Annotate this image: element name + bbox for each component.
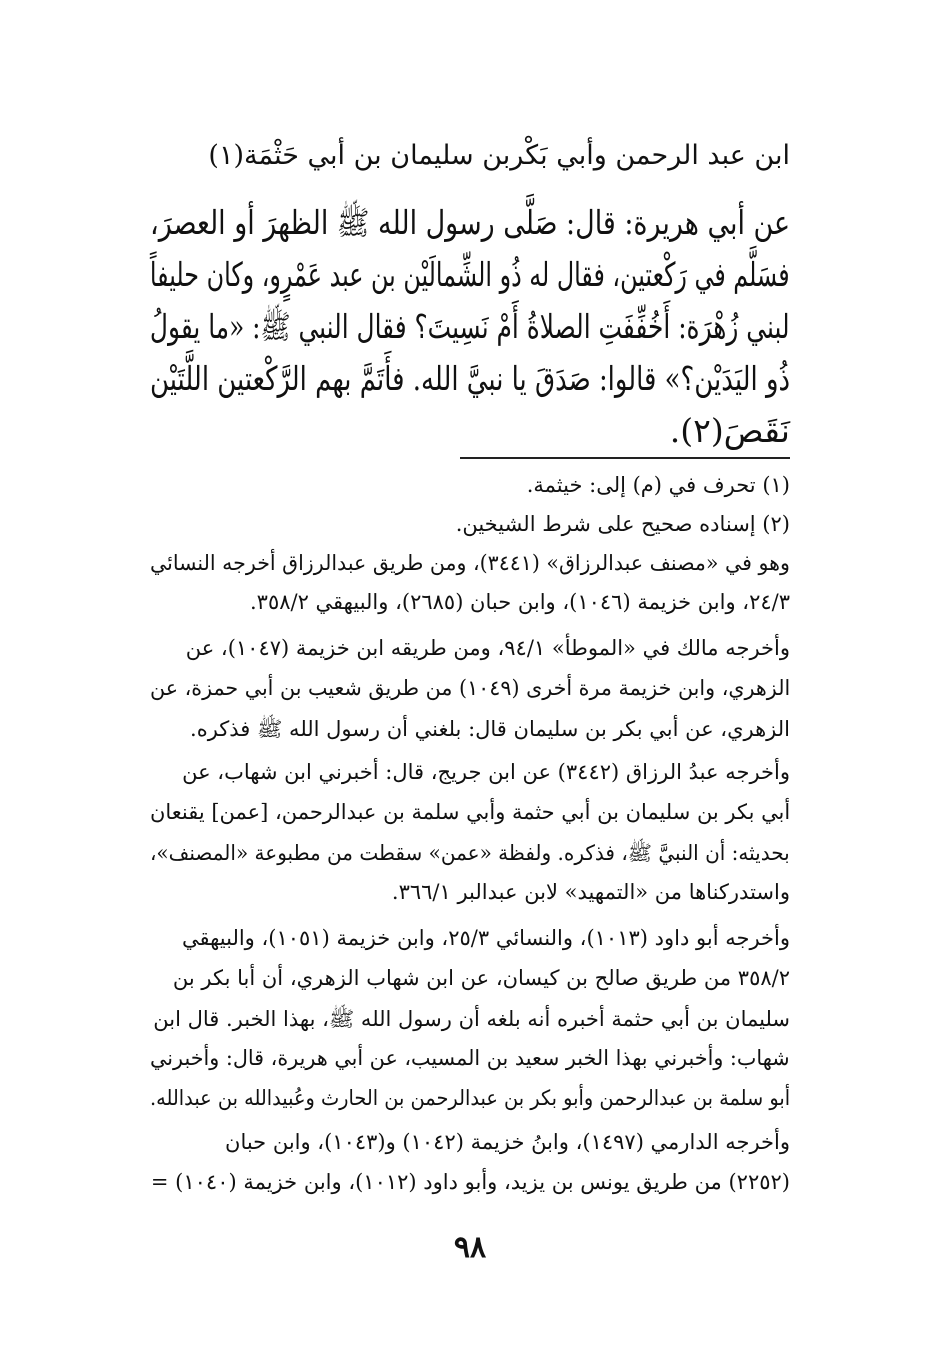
footnote-line: أبو سلمة بن عبدالرحمن وأبو بكر بن عبدالرحمن بن الحارث وعُبيدالله بن عبدالله.	[149, 1086, 790, 1110]
footnote-line: وأخرجه مالك في «الموطأ» ٩٤/١، ومن طريقه ابن خزيمة (١٠٤٧)، عن	[185, 636, 790, 660]
footnote-line: ٣٥٨/٢ من طريق صالح بن كيسان، عن ابن شهاب الزهري، أن أبا بكر بن	[172, 966, 790, 990]
footnote-line: أبي بكر بن سليمان بن أبي حثمة وأبي سلمة بن عبدالرحمن، [عمن] يقنعان	[149, 800, 790, 824]
hadith-text-line: عن أبي هريرة: قال: صَلَّى رسول الله ﷺ الظهرَ أو العصرَ،	[149, 203, 790, 242]
footnote-line: ٢٤/٣، وابن خزيمة (١٠٤٦)، وابن حبان (٢٦٨٥)، والبيهقي ٣٥٨/٢.	[249, 590, 790, 614]
footnote-line: سليمان بن أبي حثمة أخبره أنه بلغه أن رسول الله ﷺ، بهذا الخبر. قال ابن	[153, 1007, 790, 1031]
hadith-text-line: نَقَصَ(٢).	[669, 411, 790, 450]
footnote-line: الزهري، وابن خزيمة مرة أخرى (١٠٤٩) من طريق شعيب بن أبي حمزة، عن	[149, 676, 790, 700]
footnote-line: وأخرجه عبدُ الرزاق (٣٤٤٢) عن ابن جريج، قال: أخبرني ابن شهاب، عن	[182, 760, 790, 784]
footnote-line: وأخرجه أبو داود (١٠١٣)، والنسائي ٢٥/٣، وابن خزيمة (١٠٥١)، والبيهقي	[181, 926, 790, 950]
footnote-line: وهو في «مصنف عبدالرزاق» (٣٤٤١)، ومن طريق عبدالرزاق أخرجه النسائي	[150, 551, 790, 575]
footnote-line: الزهري، عن أبي بكر بن سليمان قال: بلغني أن رسول الله ﷺ فذكره.	[190, 717, 790, 741]
footnote-line: شهاب: وأخبرني بهذا الخبر سعيد بن المسيب، عن أبي هريرة، قال: وأخبرني	[150, 1046, 790, 1070]
hadith-text-line: لبني زُهْرَة: أَخُفِّفَتِ الصلاةُ أَمْ نَسِيتَ؟ فقال النبي ﷺ: «ما يقولُ	[150, 307, 790, 346]
hadith-text-line: فسَلَّم في رَكْعتين، فقال له ذُو الشِّمالَيْن بن عبد عَمْرٍو، وكان حليفاً	[150, 255, 790, 294]
footnote-line: (٢) إسناده صحيح على شرط الشيخين.	[455, 512, 790, 536]
hadith-text-line: ذُو اليَدَيْن؟» قالوا: صَدَقَ يا نبيَّ الله. فأَتَمَّ بهم الرَّكْعتين اللَّتَيْن	[149, 359, 790, 398]
isnad-continuation-line: ابن عبد الرحمن وأبي بَكْربن سليمان بن أبي حَثْمَة(١)	[208, 140, 790, 171]
page-number: ٩٨	[453, 1230, 487, 1265]
footnote-line: بحديثه: أن النبيَّ ﷺ، فذكره. ولفظة «عمن» سقطت من مطبوعة «المصنف»،	[150, 841, 790, 865]
footnote-line: واستدركناها من «التمهيد» لابن عبدالبر ٣٦٦/١.	[391, 880, 790, 904]
footnote-line: (٢٢٥٢) من طريق يونس بن يزيد، وأبو داود (١٠١٢)، وابن خزيمة (١٠٤٠) =	[150, 1170, 790, 1194]
footnote-line: (١) تحرف في (م) إلى: خيثمة.	[526, 473, 790, 497]
footnote-line: وأخرجه الدارمي (١٤٩٧)، وابنُ خزيمة (١٠٤٢) و(١٠٤٣)، وابن حبان	[225, 1130, 790, 1154]
footnote-separator	[460, 457, 790, 459]
